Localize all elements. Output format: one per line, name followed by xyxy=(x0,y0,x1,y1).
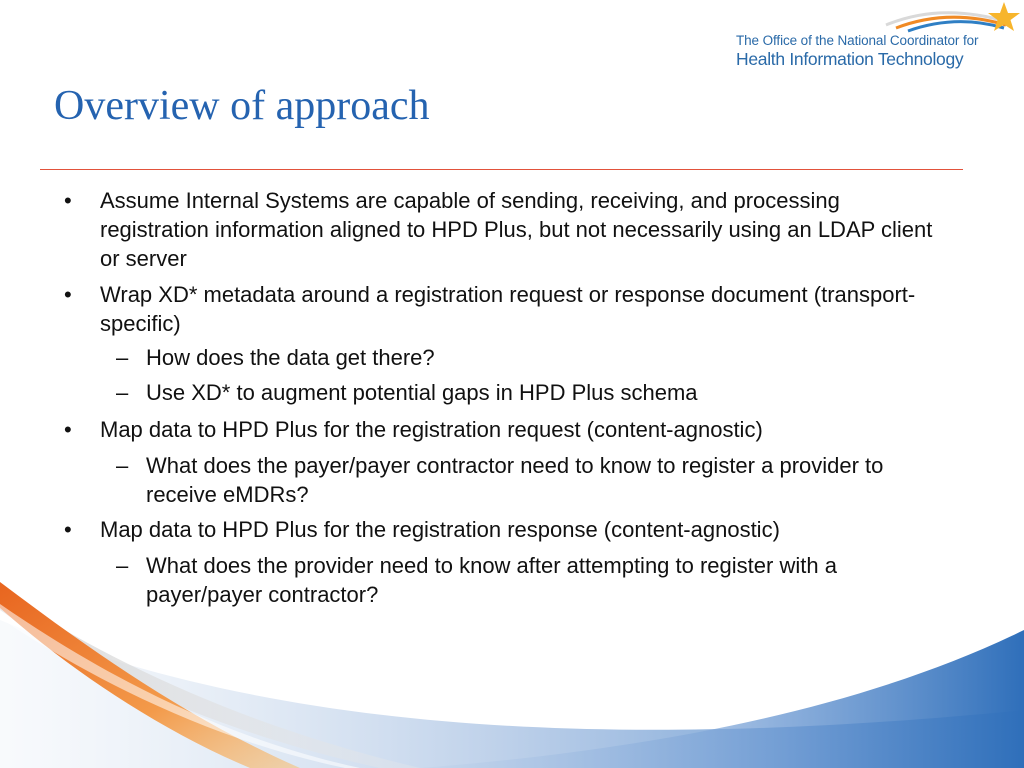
onc-logo xyxy=(736,0,1024,80)
sub-bullet-text: How does the data get there? xyxy=(146,345,435,370)
bullet-marker: • xyxy=(64,188,72,213)
logo-line2: Health Information Technology xyxy=(736,49,964,69)
bullet-item xyxy=(64,280,940,338)
sub-bullet-marker: – xyxy=(116,380,129,405)
bullet-item xyxy=(64,186,940,273)
sub-bullet-marker: – xyxy=(116,553,129,578)
bullet-marker: • xyxy=(64,282,72,307)
decorative-swoosh-background xyxy=(0,560,1024,768)
bullet-item xyxy=(64,415,940,444)
title-divider xyxy=(40,169,963,170)
sub-bullet-text: What does the payer/payer contractor need to know to register a provider to receive eMDRs? xyxy=(146,453,884,507)
bullet-text: Map data to HPD Plus for the registration response (content-agnostic) xyxy=(100,517,780,542)
bullet-marker: • xyxy=(64,417,72,442)
sub-bullet-text: What does the provider need to know after attempting to register with a payer/payer contractor? xyxy=(146,553,837,607)
slide-title: Overview of approach xyxy=(54,83,430,129)
sub-bullet-marker: – xyxy=(116,453,129,478)
sub-bullet-text: Use XD* to augment potential gaps in HPD Plus schema xyxy=(146,380,698,405)
sub-bullet-item xyxy=(116,343,936,372)
sub-bullet-item xyxy=(116,451,936,509)
sub-bullet-marker: – xyxy=(116,345,129,370)
bullet-text: Wrap XD* metadata around a registration request or response document (transport-specific) xyxy=(100,282,916,336)
bullet-text: Assume Internal Systems are capable of sending, receiving, and processing registration information aligned to HPD Plus, but not necessarily using an LDAP client or server xyxy=(100,188,933,271)
sub-bullet-item xyxy=(116,378,936,407)
bullet-marker: • xyxy=(64,517,72,542)
bullet-text: Map data to HPD Plus for the registration request (content-agnostic) xyxy=(100,417,763,442)
bullet-item xyxy=(64,515,940,544)
logo-line1: The Office of the National Coordinator for xyxy=(736,33,979,48)
